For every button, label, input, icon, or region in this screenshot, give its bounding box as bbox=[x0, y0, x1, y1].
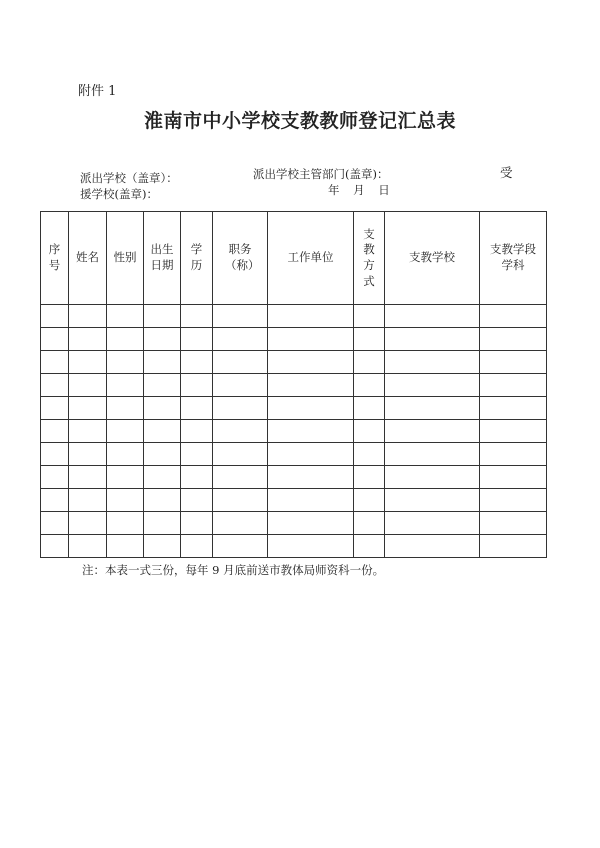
table-cell[interactable] bbox=[144, 512, 181, 535]
table-row bbox=[41, 535, 547, 558]
col-header-school: 支教学校 bbox=[385, 212, 480, 305]
table-cell[interactable] bbox=[385, 512, 480, 535]
table-cell[interactable] bbox=[181, 535, 213, 558]
table-cell[interactable] bbox=[213, 328, 268, 351]
table-cell[interactable] bbox=[385, 466, 480, 489]
table-cell[interactable] bbox=[69, 466, 107, 489]
table-cell[interactable] bbox=[107, 443, 144, 466]
table-cell[interactable] bbox=[41, 374, 69, 397]
col-header-title: 职务（称） bbox=[213, 212, 268, 305]
sending-school-label: 派出学校（盖章）： bbox=[80, 171, 178, 185]
registration-table bbox=[40, 211, 547, 558]
table-cell[interactable] bbox=[107, 420, 144, 443]
table-cell[interactable] bbox=[181, 351, 213, 374]
table-cell[interactable] bbox=[181, 443, 213, 466]
table-cell[interactable] bbox=[181, 512, 213, 535]
table-cell[interactable] bbox=[69, 397, 107, 420]
table-row bbox=[41, 420, 547, 443]
table-cell[interactable] bbox=[69, 374, 107, 397]
col-header-mode: 支教方式 bbox=[354, 212, 385, 305]
col-header-name: 姓名 bbox=[69, 212, 107, 305]
table-cell[interactable] bbox=[385, 305, 480, 328]
table-cell[interactable] bbox=[41, 397, 69, 420]
table-cell[interactable] bbox=[69, 420, 107, 443]
table-row bbox=[41, 374, 547, 397]
table-cell[interactable] bbox=[107, 374, 144, 397]
table-cell[interactable] bbox=[354, 443, 385, 466]
col-header-workplace: 工作单位 bbox=[268, 212, 354, 305]
table-cell[interactable] bbox=[181, 305, 213, 328]
table-cell[interactable] bbox=[144, 420, 181, 443]
col-header-education: 学历 bbox=[181, 212, 213, 305]
table-cell[interactable] bbox=[144, 305, 181, 328]
table-cell[interactable] bbox=[480, 351, 547, 374]
table-cell[interactable] bbox=[354, 466, 385, 489]
table-cell[interactable] bbox=[213, 512, 268, 535]
receiving-school-label: 援学校(盖章)： bbox=[80, 187, 158, 201]
table-cell[interactable] bbox=[69, 489, 107, 512]
table-cell[interactable] bbox=[354, 328, 385, 351]
table-cell[interactable] bbox=[144, 489, 181, 512]
table-row bbox=[41, 305, 547, 328]
table-cell[interactable] bbox=[144, 351, 181, 374]
table-cell[interactable] bbox=[268, 466, 354, 489]
table-cell[interactable] bbox=[480, 397, 547, 420]
table-cell[interactable] bbox=[181, 328, 213, 351]
table-cell[interactable] bbox=[385, 420, 480, 443]
table-row bbox=[41, 512, 547, 535]
table-cell[interactable] bbox=[69, 535, 107, 558]
table-cell[interactable] bbox=[354, 535, 385, 558]
attachment-label: 附件 1 bbox=[78, 84, 117, 99]
table-cell[interactable] bbox=[41, 489, 69, 512]
table-cell[interactable] bbox=[354, 397, 385, 420]
table-cell[interactable] bbox=[213, 305, 268, 328]
table-cell[interactable] bbox=[41, 535, 69, 558]
table-cell[interactable] bbox=[181, 466, 213, 489]
table-cell[interactable] bbox=[69, 328, 107, 351]
table-cell[interactable] bbox=[213, 397, 268, 420]
table-cell[interactable] bbox=[480, 512, 547, 535]
table-cell[interactable] bbox=[69, 351, 107, 374]
table-cell[interactable] bbox=[181, 420, 213, 443]
table-cell[interactable] bbox=[181, 489, 213, 512]
table-cell[interactable] bbox=[107, 512, 144, 535]
table-cell[interactable] bbox=[268, 374, 354, 397]
col-header-gender: 性别 bbox=[107, 212, 144, 305]
table-cell[interactable] bbox=[385, 351, 480, 374]
table-cell[interactable] bbox=[144, 443, 181, 466]
table-cell[interactable] bbox=[385, 374, 480, 397]
table-row bbox=[41, 489, 547, 512]
table-cell[interactable] bbox=[354, 305, 385, 328]
table-cell[interactable] bbox=[41, 351, 69, 374]
table-cell[interactable] bbox=[480, 535, 547, 558]
table-cell[interactable] bbox=[41, 443, 69, 466]
table-cell[interactable] bbox=[213, 351, 268, 374]
col-header-seq: 序号 bbox=[41, 212, 69, 305]
table-cell[interactable] bbox=[480, 305, 547, 328]
table-cell[interactable] bbox=[144, 466, 181, 489]
table-cell[interactable] bbox=[354, 374, 385, 397]
table-cell[interactable] bbox=[268, 489, 354, 512]
table-cell[interactable] bbox=[144, 397, 181, 420]
table-cell[interactable] bbox=[268, 397, 354, 420]
table-cell[interactable] bbox=[144, 535, 181, 558]
table-cell[interactable] bbox=[480, 420, 547, 443]
table-cell[interactable] bbox=[385, 328, 480, 351]
table-cell[interactable] bbox=[213, 443, 268, 466]
table-cell[interactable] bbox=[107, 466, 144, 489]
table-cell[interactable] bbox=[69, 305, 107, 328]
table-cell[interactable] bbox=[107, 535, 144, 558]
col-header-subject: 支教学段学科 bbox=[480, 212, 547, 305]
table-cell[interactable] bbox=[41, 512, 69, 535]
table-cell[interactable] bbox=[181, 374, 213, 397]
table-cell[interactable] bbox=[354, 351, 385, 374]
table-row bbox=[41, 466, 547, 489]
table-cell[interactable] bbox=[268, 305, 354, 328]
sending-dept-label: 派出学校主管部门(盖章)： bbox=[253, 167, 389, 181]
table-row bbox=[41, 328, 547, 351]
table-cell[interactable] bbox=[385, 397, 480, 420]
table-cell[interactable] bbox=[268, 535, 354, 558]
table-cell[interactable] bbox=[354, 489, 385, 512]
table-cell[interactable] bbox=[268, 512, 354, 535]
table-cell[interactable] bbox=[213, 420, 268, 443]
table-cell[interactable] bbox=[268, 420, 354, 443]
table-row bbox=[41, 351, 547, 374]
table-cell[interactable] bbox=[213, 489, 268, 512]
table-cell[interactable] bbox=[107, 328, 144, 351]
table-row bbox=[41, 443, 547, 466]
table-cell[interactable] bbox=[480, 443, 547, 466]
table-cell[interactable] bbox=[480, 489, 547, 512]
table-cell[interactable] bbox=[480, 328, 547, 351]
table-cell[interactable] bbox=[268, 351, 354, 374]
table-header-row bbox=[41, 212, 547, 305]
col-header-birth: 出生日期 bbox=[144, 212, 181, 305]
table-cell[interactable] bbox=[107, 489, 144, 512]
table-cell[interactable] bbox=[385, 535, 480, 558]
table-cell[interactable] bbox=[41, 328, 69, 351]
table-cell[interactable] bbox=[144, 374, 181, 397]
table-cell[interactable] bbox=[268, 328, 354, 351]
table-cell[interactable] bbox=[213, 374, 268, 397]
table-cell[interactable] bbox=[144, 328, 181, 351]
footer-note: 注：本表一式三份，每年 9 月底前送市教体局师资科一份。 bbox=[82, 563, 385, 577]
table-cell[interactable] bbox=[354, 420, 385, 443]
table-cell[interactable] bbox=[385, 489, 480, 512]
table-cell[interactable] bbox=[107, 351, 144, 374]
receiving-char: 受 bbox=[500, 165, 513, 180]
table-cell[interactable] bbox=[480, 466, 547, 489]
table-cell[interactable] bbox=[385, 443, 480, 466]
table-row bbox=[41, 397, 547, 420]
page-title: 淮南市中小学校支教教师登记汇总表 bbox=[143, 110, 456, 132]
table-cell[interactable] bbox=[354, 512, 385, 535]
table-cell[interactable] bbox=[69, 512, 107, 535]
table-cell[interactable] bbox=[213, 466, 268, 489]
table-cell[interactable] bbox=[107, 397, 144, 420]
table-cell[interactable] bbox=[41, 305, 69, 328]
table-cell[interactable] bbox=[69, 443, 107, 466]
table-cell[interactable] bbox=[213, 535, 268, 558]
table-cell[interactable] bbox=[41, 466, 69, 489]
table-cell[interactable] bbox=[181, 397, 213, 420]
date-label: 年 月 日 bbox=[328, 183, 390, 197]
table-cell[interactable] bbox=[107, 305, 144, 328]
table-cell[interactable] bbox=[268, 443, 354, 466]
table-cell[interactable] bbox=[480, 374, 547, 397]
table-cell[interactable] bbox=[41, 420, 69, 443]
